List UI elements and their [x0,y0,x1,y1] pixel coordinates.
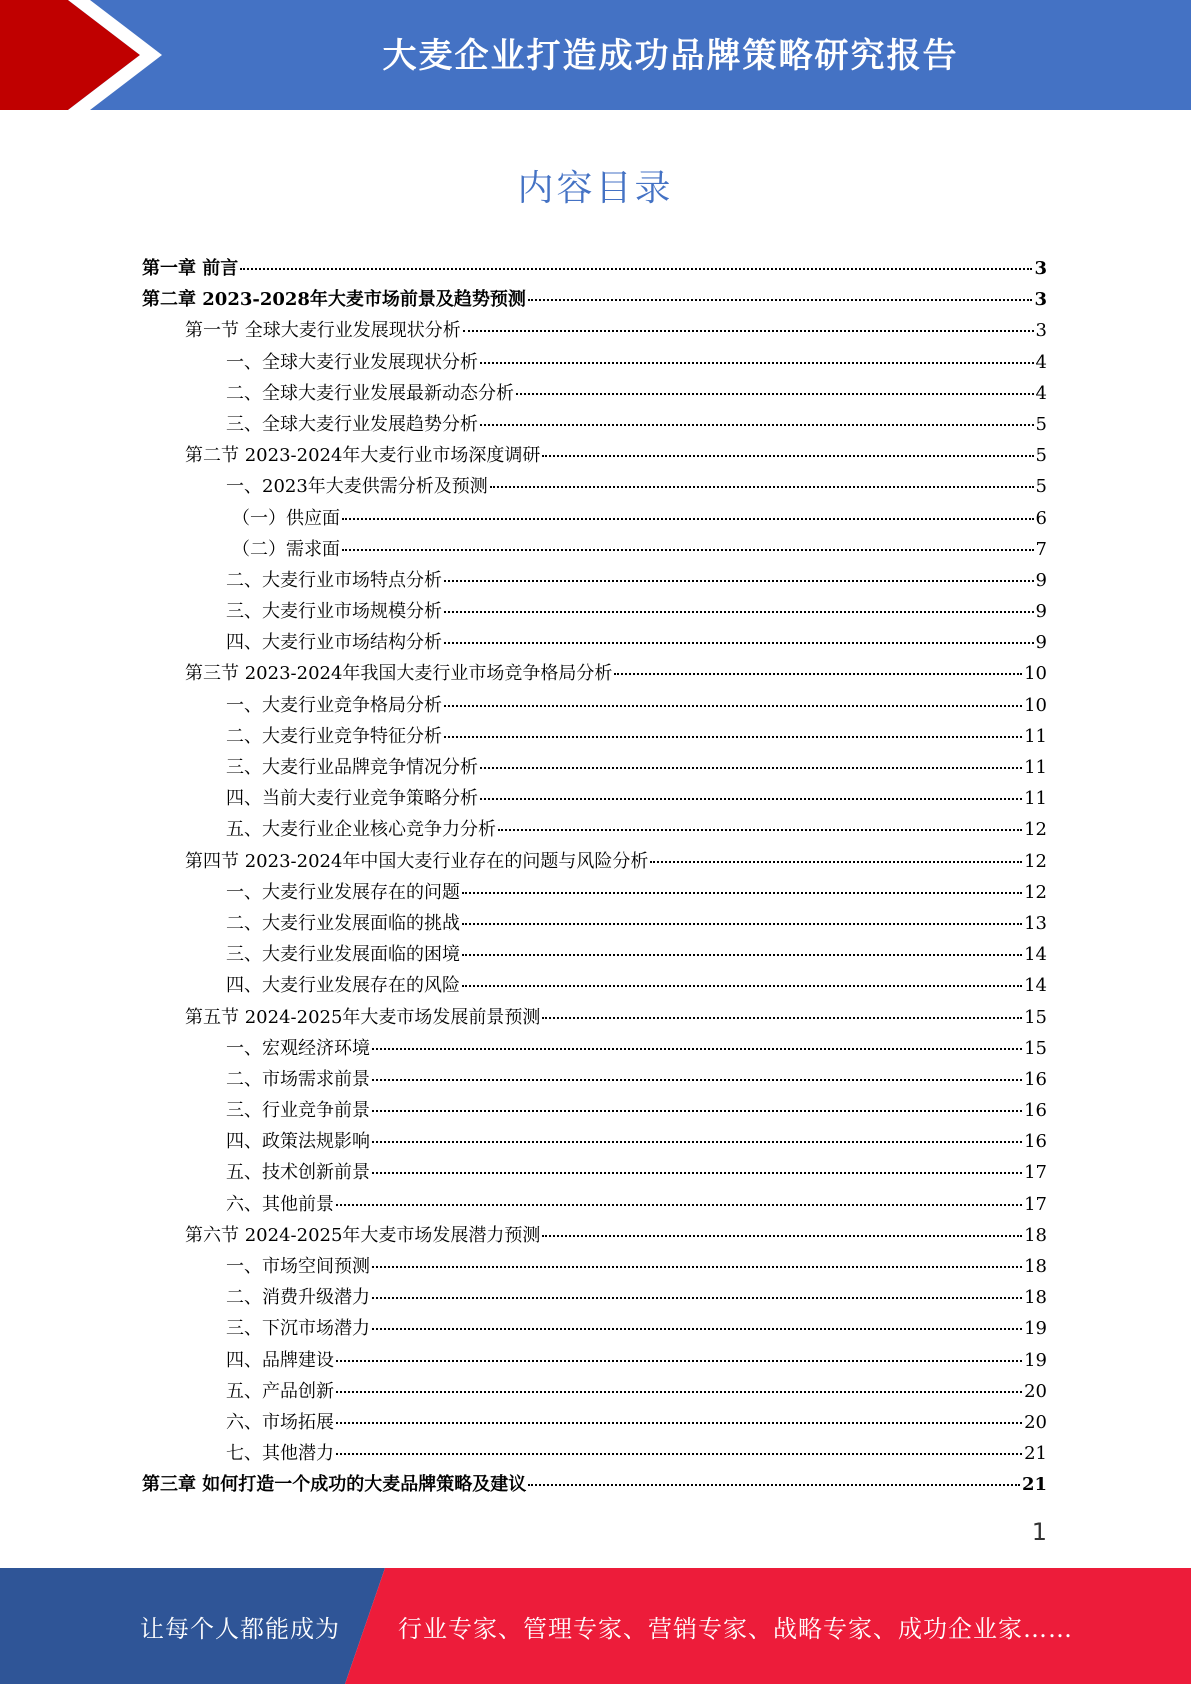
toc-dot-leader [372,1110,1022,1112]
toc-dot-leader [480,362,1034,364]
toc-entry-page: 14 [1024,944,1047,966]
toc-entry[interactable] [142,1034,1047,1065]
toc-entry[interactable] [142,1252,1047,1283]
toc-dot-leader [542,1017,1022,1019]
toc-entry[interactable] [142,847,1047,878]
toc-dot-leader [498,829,1022,831]
toc-entry-page: 3 [1035,320,1047,342]
toc-dot-leader [463,330,1034,332]
toc-entry-label: 三、下沉市场潜力 [226,1318,370,1340]
toc-entry-page: 21 [1021,1474,1047,1496]
toc-entry-page: 17 [1024,1162,1047,1184]
toc-entry-label: 五、大麦行业企业核心竞争力分析 [226,819,496,841]
toc-entry[interactable] [142,379,1047,410]
toc-entry-page: 14 [1024,975,1047,997]
toc-entry-page: 19 [1024,1349,1047,1371]
toc-entry-page: 10 [1024,663,1047,685]
toc-dot-leader [336,1422,1022,1424]
toc-dot-leader [650,861,1022,863]
toc-entry[interactable] [142,1190,1047,1221]
toc-entry-page: 12 [1024,819,1047,841]
toc-entry-page: 3 [1034,289,1047,311]
toc-dot-leader [462,985,1022,987]
toc-entry-label: 第六节 2024-2025年大麦市场发展潜力预测 [185,1224,541,1246]
toc-entry-page: 18 [1024,1287,1047,1309]
toc-entry-page: 11 [1024,757,1047,778]
toc-entry-label: 一、2023年大麦供需分析及预测 [226,476,488,498]
toc-dot-leader [240,268,1032,270]
toc-dot-leader [372,1141,1022,1143]
header-banner [0,0,1191,110]
toc-entry-page: 16 [1024,1100,1047,1122]
toc-entry-label: 二、大麦行业市场特点分析 [226,569,442,591]
toc-dot-leader [372,1079,1022,1081]
toc-entry-page: 20 [1024,1411,1047,1433]
toc-entry[interactable] [142,1158,1047,1189]
toc-dot-leader [336,1453,1022,1455]
toc-entry-label: 一、市场空间预测 [226,1256,370,1277]
toc-entry-label: 第一章 前言 [142,258,239,279]
toc-dot-leader [462,892,1022,894]
toc-entry-label: 二、大麦行业发展面临的挑战 [226,912,460,934]
toc-dot-leader [542,1235,1022,1237]
toc-entry-label: 四、品牌建设 [226,1349,334,1371]
toc-entry-label: 二、市场需求前景 [226,1068,370,1090]
toc-entry[interactable] [142,691,1047,722]
toc-entry[interactable] [142,1065,1047,1096]
footer-banner [0,1568,1191,1684]
toc-dot-leader [490,486,1034,488]
toc-entry-label: 一、大麦行业发展存在的问题 [226,881,460,903]
toc-entry[interactable] [142,535,1047,566]
toc-entry-page: 16 [1024,1131,1047,1153]
toc-entry[interactable] [142,1470,1047,1501]
toc-entry[interactable] [142,254,1047,285]
footer-slogan-right: 行业专家、管理专家、营销专家、战略专家、成功企业家…… [398,1614,1073,1643]
toc-entry[interactable] [142,1127,1047,1158]
toc-entry-label: 三、大麦行业品牌竞争情况分析 [226,757,478,778]
toc-entry-page: 9 [1035,632,1047,654]
toc-entry-page: 11 [1024,725,1047,747]
toc-entry-page: 12 [1024,881,1047,903]
toc-dot-leader [336,1360,1022,1362]
toc-entry-label: 六、其他前景 [226,1193,334,1215]
toc-entry-label: 三、全球大麦行业发展趋势分析 [226,413,478,435]
toc-entry-page: 5 [1035,413,1047,435]
toc-entry[interactable] [142,940,1047,971]
toc-dot-leader [480,424,1034,426]
toc-entry[interactable] [142,1003,1047,1034]
toc-entry-label: 四、政策法规影响 [226,1131,370,1153]
toc-entry[interactable] [142,1314,1047,1345]
toc-entry-page: 5 [1035,445,1047,467]
toc-entry-page: 13 [1024,912,1047,934]
toc-entry[interactable] [142,815,1047,846]
toc-entry-label: 六、市场拓展 [226,1411,334,1433]
toc-dot-leader [528,1484,1020,1486]
toc-entry[interactable] [142,628,1047,659]
toc-entry-page: 9 [1035,569,1047,591]
toc-entry[interactable] [142,878,1047,909]
toc-entry-label: 二、全球大麦行业发展最新动态分析 [226,382,514,404]
toc-entry[interactable] [142,472,1047,503]
toc-entry[interactable] [142,441,1047,472]
toc-dot-leader [528,299,1033,301]
toc-entry[interactable] [142,1283,1047,1314]
toc-entry[interactable] [142,722,1047,753]
toc-entry[interactable] [142,1221,1047,1252]
toc-entry-label: 四、大麦行业市场结构分析 [226,632,442,654]
toc-dot-leader [372,1266,1022,1268]
toc-entry-label: 四、大麦行业发展存在的风险 [226,975,460,997]
toc-entry[interactable] [142,1377,1047,1408]
toc-entry-page: 19 [1024,1318,1047,1340]
toc-entry-label: 一、宏观经济环境 [226,1037,370,1059]
toc-entry[interactable] [142,285,1047,316]
toc-entry-label: 第二节 2023-2024年大麦行业市场深度调研 [185,445,541,467]
toc-dot-leader [336,1204,1022,1206]
toc-entry-label: 五、技术创新前景 [226,1162,370,1184]
toc-entry-page: 16 [1024,1068,1047,1090]
toc-dot-leader [372,1172,1022,1174]
toc-entry-label: 第二章 2023-2028年大麦市场前景及趋势预测 [142,289,526,311]
report-title: 大麦企业打造成功品牌策略研究报告 [382,36,959,76]
toc-dot-leader [462,923,1022,925]
toc-entry-label: 三、行业竞争前景 [226,1100,370,1122]
toc-entry-label: 二、大麦行业竞争特征分析 [226,725,442,747]
toc-entry-page: 10 [1024,694,1047,716]
toc-entry[interactable] [142,1439,1047,1470]
toc-entry[interactable] [142,504,1047,535]
toc-dot-leader [444,611,1034,613]
table-of-contents [142,254,1047,1502]
toc-dot-leader [342,518,1034,520]
toc-dot-leader [444,642,1034,644]
toc-dot-leader [336,1391,1022,1393]
toc-entry-label: 第三节 2023-2024年我国大麦行业市场竞争格局分析 [185,663,613,685]
toc-entry-label: 第四节 2023-2024年中国大麦行业存在的问题与风险分析 [185,850,649,872]
toc-entry-page: 5 [1035,476,1047,498]
toc-entry[interactable] [142,659,1047,690]
toc-entry-page: 15 [1024,1037,1047,1059]
toc-dot-leader [444,705,1022,707]
toc-entry[interactable] [142,1096,1047,1127]
toc-entry-label: （二）需求面 [232,538,340,560]
toc-entry-label: （一）供应面 [232,507,340,529]
toc-entry-label: 三、大麦行业发展面临的困境 [226,944,460,966]
toc-entry-page: 21 [1024,1443,1047,1465]
toc-entry[interactable] [142,1346,1047,1377]
toc-dot-leader [444,580,1034,582]
toc-entry-label: 七、其他潜力 [226,1443,334,1465]
toc-dot-leader [462,954,1022,956]
toc-entry-page: 18 [1024,1224,1047,1246]
toc-entry[interactable] [142,971,1047,1002]
toc-entry-page: 11 [1024,788,1047,810]
toc-heading: 内容目录 [517,168,674,209]
toc-entry[interactable] [142,316,1047,347]
toc-entry-page: 6 [1035,507,1047,529]
toc-dot-leader [372,1048,1022,1050]
toc-entry-page: 17 [1024,1193,1047,1215]
toc-dot-leader [542,455,1033,457]
toc-entry-label: 第三章 如何打造一个成功的大麦品牌策略及建议 [142,1474,527,1496]
toc-entry[interactable] [142,410,1047,441]
page-number: 1 [1031,1518,1047,1546]
toc-entry-page: 20 [1024,1380,1047,1402]
toc-dot-leader [372,1328,1022,1330]
toc-entry-label: 二、消费升级潜力 [226,1287,370,1309]
toc-entry-page: 4 [1035,382,1047,404]
toc-dot-leader [516,393,1034,395]
toc-entry[interactable] [142,348,1047,379]
toc-entry-page: 4 [1035,351,1047,373]
toc-entry-page: 9 [1035,601,1047,623]
toc-entry-page: 18 [1024,1256,1047,1277]
toc-entry[interactable] [142,1408,1047,1439]
toc-entry-page: 3 [1034,258,1047,279]
toc-entry[interactable] [142,597,1047,628]
toc-entry[interactable] [142,784,1047,815]
toc-entry-label: 第五节 2024-2025年大麦市场发展前景预测 [185,1006,541,1028]
toc-entry-page: 12 [1024,850,1047,872]
toc-entry-label: 五、产品创新 [226,1380,334,1402]
toc-entry[interactable] [142,566,1047,597]
toc-entry-label: 第一节 全球大麦行业发展现状分析 [185,320,461,342]
toc-entry-page: 15 [1024,1006,1047,1028]
toc-entry[interactable] [142,909,1047,940]
toc-dot-leader [480,767,1022,769]
toc-entry-label: 一、全球大麦行业发展现状分析 [226,351,478,373]
toc-entry-page: 7 [1035,538,1047,560]
toc-entry[interactable] [142,753,1047,784]
toc-dot-leader [372,1297,1022,1299]
toc-dot-leader [614,673,1022,675]
toc-entry-label: 三、大麦行业市场规模分析 [226,601,442,623]
toc-dot-leader [342,549,1034,551]
toc-entry-label: 一、大麦行业竞争格局分析 [226,694,442,716]
toc-dot-leader [480,798,1022,800]
toc-dot-leader [444,736,1022,738]
toc-entry-label: 四、当前大麦行业竞争策略分析 [226,788,478,810]
footer-slogan-left: 让每个人都能成为 [140,1614,340,1643]
